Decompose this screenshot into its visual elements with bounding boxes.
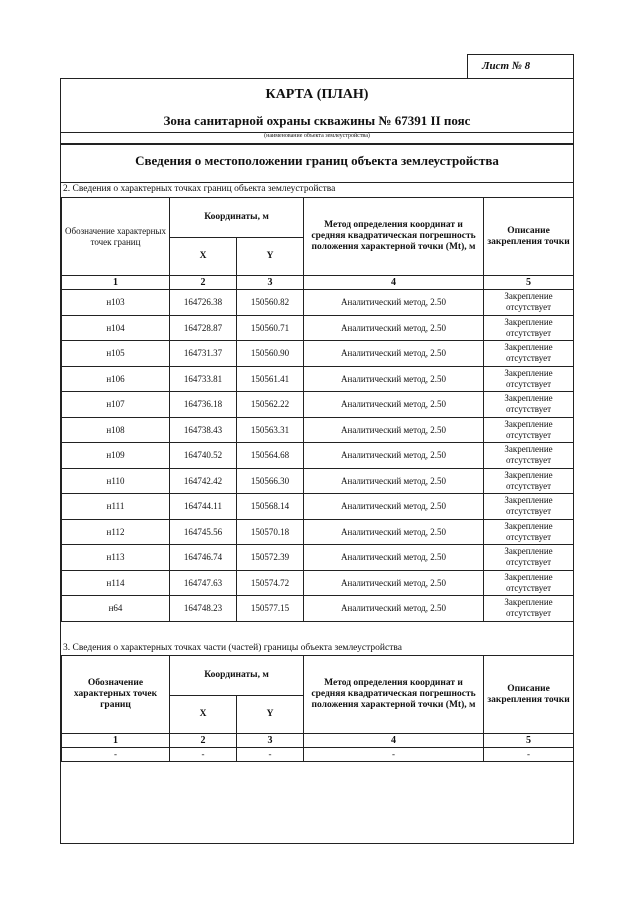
header-description: Описание закрепления точки bbox=[484, 656, 574, 734]
description-cell: Закрепление отсутствует bbox=[484, 443, 574, 469]
table-row bbox=[62, 596, 574, 622]
description-cell: - bbox=[484, 748, 574, 762]
method-cell: Аналитический метод, 2.50 bbox=[304, 494, 484, 520]
description-cell: Закрепление отсутствует bbox=[484, 494, 574, 520]
table-row bbox=[62, 570, 574, 596]
table-row bbox=[62, 392, 574, 418]
column-number: 5 bbox=[484, 276, 574, 290]
description-cell: Закрепление отсутствует bbox=[484, 545, 574, 571]
column-number: 5 bbox=[484, 734, 574, 748]
method-cell: Аналитический метод, 2.50 bbox=[304, 570, 484, 596]
coordinate-y: - bbox=[237, 748, 304, 762]
table-row bbox=[62, 366, 574, 392]
coordinate-y: 150563.31 bbox=[237, 417, 304, 443]
coordinate-x: 164744.11 bbox=[170, 494, 237, 520]
method-cell: Аналитический метод, 2.50 bbox=[304, 315, 484, 341]
point-name: н103 bbox=[62, 290, 170, 316]
coordinate-x: - bbox=[170, 748, 237, 762]
description-cell: Закрепление отсутствует bbox=[484, 366, 574, 392]
coordinate-y: 150577.15 bbox=[237, 596, 304, 622]
part-boundary-points-table bbox=[61, 655, 574, 762]
method-cell: Аналитический метод, 2.50 bbox=[304, 417, 484, 443]
section3-caption: 3. Сведения о характерных точках части (частей) границы объекта землеустройства bbox=[63, 643, 402, 653]
table-row bbox=[62, 290, 574, 316]
point-name: н112 bbox=[62, 519, 170, 545]
description-cell: Закрепление отсутствует bbox=[484, 290, 574, 316]
header-method: Метод определения координат и средняя квадратическая погрешность положения характерной точки (Mt), м bbox=[304, 656, 484, 734]
point-name: н108 bbox=[62, 417, 170, 443]
header-coordinates: Координаты, м bbox=[170, 656, 304, 696]
document-title: КАРТА (ПЛАН) bbox=[265, 87, 369, 102]
description-cell: Закрепление отсутствует bbox=[484, 392, 574, 418]
column-number: 3 bbox=[237, 734, 304, 748]
description-cell: Закрепление отсутствует bbox=[484, 519, 574, 545]
header-designation: Обозначение характерных точек границ bbox=[62, 198, 170, 276]
method-cell: Аналитический метод, 2.50 bbox=[304, 519, 484, 545]
coordinate-x: 164731.37 bbox=[170, 341, 237, 367]
coordinate-x: 164736.18 bbox=[170, 392, 237, 418]
coordinate-x: 164740.52 bbox=[170, 443, 237, 469]
table-row bbox=[62, 315, 574, 341]
description-cell: Закрепление отсутствует bbox=[484, 315, 574, 341]
section-title: Сведения о местоположении границ объекта землеустройства bbox=[135, 153, 499, 168]
method-cell: Аналитический метод, 2.50 bbox=[304, 290, 484, 316]
coordinate-x: 164742.42 bbox=[170, 468, 237, 494]
coordinate-x: 164746.74 bbox=[170, 545, 237, 571]
coordinate-x: 164726.38 bbox=[170, 290, 237, 316]
point-name: - bbox=[62, 748, 170, 762]
header-designation: Обозначение характерных точек границ bbox=[62, 656, 170, 734]
coordinate-y: 150562.22 bbox=[237, 392, 304, 418]
method-cell: Аналитический метод, 2.50 bbox=[304, 341, 484, 367]
table-row bbox=[62, 468, 574, 494]
divider bbox=[61, 143, 573, 145]
header-y: Y bbox=[237, 696, 304, 734]
coordinate-x: 164738.43 bbox=[170, 417, 237, 443]
description-cell: Закрепление отсутствует bbox=[484, 341, 574, 367]
coordinate-y: 150568.14 bbox=[237, 494, 304, 520]
method-cell: Аналитический метод, 2.50 bbox=[304, 443, 484, 469]
header-x: X bbox=[170, 238, 237, 276]
column-number: 3 bbox=[237, 276, 304, 290]
header-method: Метод определения координат и средняя квадратическая погрешность положения характерной точки (Mt), м bbox=[304, 198, 484, 276]
table-row bbox=[62, 341, 574, 367]
column-number: 2 bbox=[170, 734, 237, 748]
point-name: н109 bbox=[62, 443, 170, 469]
point-name: н105 bbox=[62, 341, 170, 367]
header-x: X bbox=[170, 696, 237, 734]
header-coordinates: Координаты, м bbox=[170, 198, 304, 238]
coordinate-y: 150560.90 bbox=[237, 341, 304, 367]
coordinate-x: 164728.87 bbox=[170, 315, 237, 341]
method-cell: Аналитический метод, 2.50 bbox=[304, 366, 484, 392]
header-description: Описание закрепления точки bbox=[484, 198, 574, 276]
section2-caption: 2. Сведения о характерных точках границ объекта землеустройства bbox=[63, 184, 336, 194]
description-cell: Закрепление отсутствует bbox=[484, 468, 574, 494]
point-name: н107 bbox=[62, 392, 170, 418]
coordinate-y: 150570.18 bbox=[237, 519, 304, 545]
description-cell: Закрепление отсутствует bbox=[484, 417, 574, 443]
column-number: 1 bbox=[62, 734, 170, 748]
column-number: 4 bbox=[304, 734, 484, 748]
divider bbox=[61, 182, 573, 183]
object-name: Зона санитарной охраны скважины № 67391 II пояс bbox=[163, 113, 471, 128]
table-row bbox=[62, 519, 574, 545]
coordinate-y: 150560.71 bbox=[237, 315, 304, 341]
method-cell: Аналитический метод, 2.50 bbox=[304, 468, 484, 494]
table-row bbox=[62, 494, 574, 520]
header-y: Y bbox=[237, 238, 304, 276]
point-name: н113 bbox=[62, 545, 170, 571]
point-name: н104 bbox=[62, 315, 170, 341]
point-name: н114 bbox=[62, 570, 170, 596]
table-row bbox=[62, 545, 574, 571]
object-name-note: (наименование объекта землеустройства) bbox=[264, 133, 370, 139]
coordinate-y: 150572.39 bbox=[237, 545, 304, 571]
coordinate-x: 164748.23 bbox=[170, 596, 237, 622]
method-cell: Аналитический метод, 2.50 bbox=[304, 596, 484, 622]
table-row bbox=[62, 748, 574, 762]
document-frame bbox=[60, 78, 574, 844]
coordinate-y: 150566.30 bbox=[237, 468, 304, 494]
coordinate-y: 150564.68 bbox=[237, 443, 304, 469]
table-row bbox=[62, 417, 574, 443]
column-number: 4 bbox=[304, 276, 484, 290]
point-name: н64 bbox=[62, 596, 170, 622]
column-number: 1 bbox=[62, 276, 170, 290]
point-name: н110 bbox=[62, 468, 170, 494]
column-number: 2 bbox=[170, 276, 237, 290]
coordinate-x: 164745.56 bbox=[170, 519, 237, 545]
sheet-number-label: Лист № 8 bbox=[467, 54, 574, 78]
description-cell: Закрепление отсутствует bbox=[484, 596, 574, 622]
method-cell: Аналитический метод, 2.50 bbox=[304, 392, 484, 418]
coordinate-y: 150574.72 bbox=[237, 570, 304, 596]
method-cell: - bbox=[304, 748, 484, 762]
coordinate-y: 150560.82 bbox=[237, 290, 304, 316]
coordinate-x: 164733.81 bbox=[170, 366, 237, 392]
coordinate-x: 164747.63 bbox=[170, 570, 237, 596]
point-name: н111 bbox=[62, 494, 170, 520]
point-name: н106 bbox=[62, 366, 170, 392]
description-cell: Закрепление отсутствует bbox=[484, 570, 574, 596]
method-cell: Аналитический метод, 2.50 bbox=[304, 545, 484, 571]
coordinate-y: 150561.41 bbox=[237, 366, 304, 392]
table-row bbox=[62, 443, 574, 469]
boundary-points-table bbox=[61, 197, 574, 622]
